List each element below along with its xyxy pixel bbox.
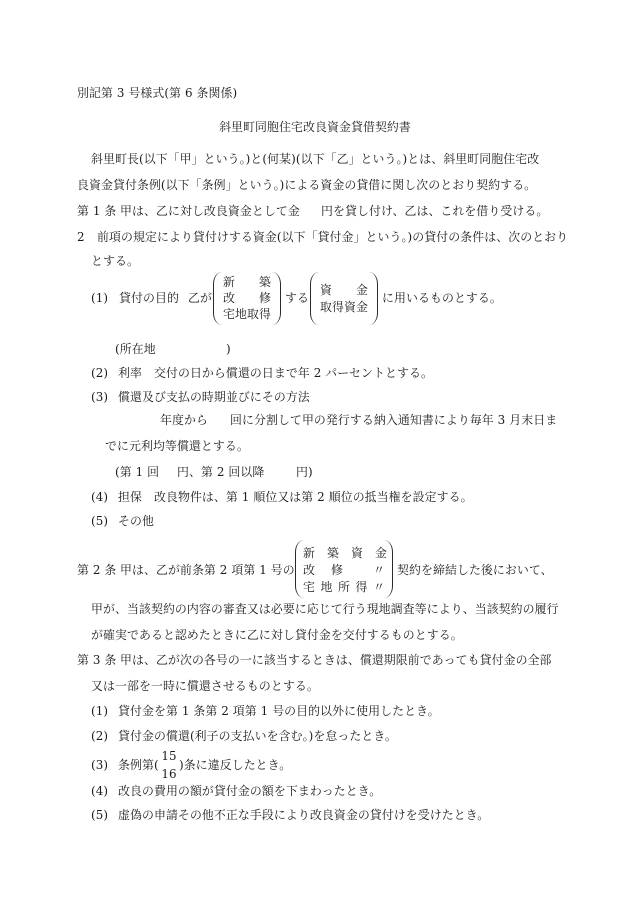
item-4-text: 担保 改良物件は、第 1 順位又は第 2 順位の抵当権を設定する。 [118, 490, 473, 504]
schedule-line-2: でに元利均等償還とする。 [105, 439, 249, 453]
article-3-item-3-text-before: 条例第( [118, 758, 159, 772]
article-3-heading: 第 3 条 [77, 653, 117, 667]
location-close: ) [226, 342, 231, 356]
article-3-item-2-number: (2) [91, 729, 109, 743]
fund-bracket [310, 272, 378, 325]
fund-type-renovation: 改 修 〃 [303, 563, 385, 577]
article-2-line-2: 甲が、当該契約の内容の審査又は必要に応じて行う現地調査等により、当該契約の履行 [91, 602, 559, 616]
item-3-number: (3) [91, 390, 109, 404]
article-3-item-2-text: 貸付金の償還(利子の支払いを含む。)を怠ったとき。 [118, 729, 397, 743]
item-1-label: 貸付の目的 [119, 291, 179, 305]
fund-option-funds: 資 金 [320, 283, 368, 297]
schedule-rest: 回に分割して甲の発行する納入通知書により毎年 3 月末日ま [230, 413, 558, 427]
fund-type-new-build: 新 築 資 金 [303, 546, 387, 560]
item-5-number: (5) [91, 514, 109, 528]
item-1-verb: する [285, 291, 309, 305]
location-open: (所在地 [115, 342, 156, 356]
article-3-line-2: 又は一部を一時に償還させるものとする。 [91, 679, 319, 693]
article-2-text-before: 甲は、乙が前条第 2 項第 1 号の [120, 563, 295, 577]
item-2-text: 利率 交付の日から償還の日まで年 2 パーセントとする。 [118, 366, 433, 380]
schedule-year: 年度から [160, 413, 208, 427]
purpose-option-new-build: 新 築 [223, 275, 271, 289]
fund-type-bracket [295, 540, 393, 598]
article-1-text-after-amount: 円を貸し付け、乙は、これを借り受ける。 [321, 204, 549, 218]
article-2-text-after: 契約を締結した後において、 [397, 563, 553, 577]
paragraph-2-number: 2 [77, 230, 85, 244]
installment-mid: 円、第 2 回以降 [177, 465, 265, 479]
paragraph-2-line-2: とする。 [91, 254, 139, 268]
article-3-item-5-text: 虚偽の申請その他不正な手段により改良資金の貸付けを受けたとき。 [118, 808, 490, 822]
article-1-heading: 第 1 条 [77, 204, 117, 218]
item-1-subject: 乙が [188, 291, 212, 305]
article-3-item-3-number: (3) [91, 758, 109, 772]
item-2-number: (2) [91, 366, 109, 380]
item-5-text: その他 [118, 514, 154, 528]
item-1-number: (1) [91, 291, 109, 305]
preamble-line-2: 良資金貸付条例(以下「条例」という。)による資金の貸借に関し次のとおり契約する。 [77, 178, 537, 192]
ordinance-article-number-lower: 16 [161, 767, 177, 781]
purpose-option-land-acquisition: 宅地取得 [223, 307, 271, 321]
installment-first: (第 1 回 [115, 465, 160, 479]
item-3-text: 償還及び支払の時期並びにその方法 [118, 390, 310, 404]
article-3-item-4-number: (4) [91, 784, 109, 798]
fund-type-land: 宅 地 所 得 〃 [303, 580, 385, 594]
article-2-line-3: が確実であると認めたときに乙に対し貸付金を交付するものとする。 [91, 628, 463, 642]
purpose-option-renovation: 改 修 [223, 291, 271, 305]
article-1-text-before-amount: 甲は、乙に対し改良資金として金 [120, 204, 300, 218]
ordinance-article-number-upper: 15 [161, 749, 177, 763]
paragraph-2-line-1: 前項の規定により貸付けする資金(以下「貸付金」という。)の貸付の条件は、次のとおり [97, 230, 569, 244]
article-3-item-1-number: (1) [91, 704, 109, 718]
article-3-item-3-text-after: )条に違反したとき。 [179, 758, 292, 772]
article-3-item-1-text: 貸付金を第 1 条第 2 項第 1 号の目的以外に使用したとき。 [118, 704, 440, 718]
fund-option-acquisition-funds: 取得資金 [320, 300, 368, 314]
preamble-line-1: 斜里町長(以下「甲」という。)と(何某)(以下「乙」という。)とは、斜里町同胞住宅改 [91, 152, 540, 166]
article-3-line-1: 甲は、乙が次の各号の一に該当するときは、償還期限前であっても貸付金の全部 [120, 653, 552, 667]
amount-blank [303, 203, 319, 219]
form-label: 別記第 3 号様式(第 6 条関係) [77, 86, 238, 100]
article-3-item-4-text: 改良の費用の額が貸付金の額を下まわったとき。 [118, 784, 382, 798]
article-2-heading: 第 2 条 [77, 563, 117, 577]
document-title: 斜里町同胞住宅改良資金貸借契約書 [219, 120, 411, 134]
item-1-tail: に用いるものとする。 [382, 291, 502, 305]
purpose-bracket [213, 272, 281, 325]
item-4-number: (4) [91, 490, 109, 504]
article-3-item-5-number: (5) [91, 808, 109, 822]
installment-end: 円) [296, 465, 313, 479]
